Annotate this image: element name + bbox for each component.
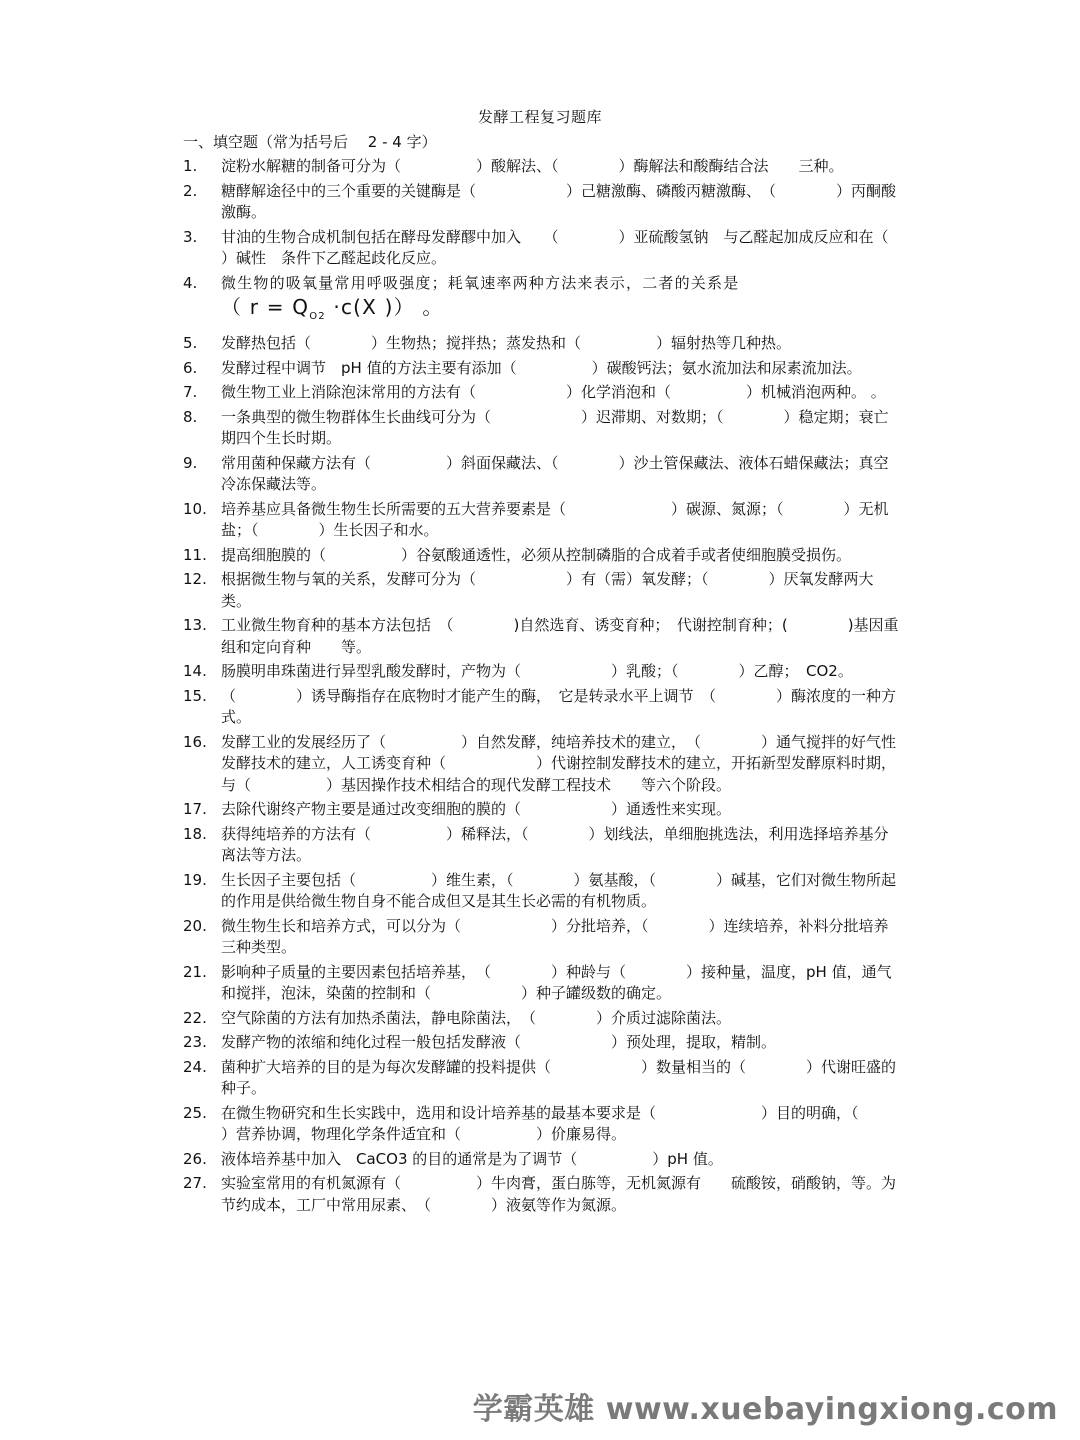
question-text: 淀粉水解糖的制备可分为（ ）酸解法、（ ）酶解法和酸酶结合法 三种。 [221, 157, 844, 175]
question-item [183, 333, 903, 355]
question-text: 空气除菌的方法有加热杀菌法，静电除菌法， （ ）介质过滤除菌法。 [221, 1008, 732, 1027]
question-text-with-formula [221, 273, 903, 331]
question-item [183, 799, 903, 821]
question-item [183, 181, 903, 224]
question-item [183, 1008, 903, 1030]
question-text: 微生物的吸氧量常用呼吸强度；耗氧速率两种方法来表示，二者的关系是 [221, 273, 740, 292]
question-text: 微生物生长和培养方式，可以分为（ ）分批培养，（ ）连续培养，补料分批培养三种类型。 [221, 916, 889, 956]
question-item [183, 569, 903, 612]
question-item [183, 358, 903, 380]
question-number: 10. [183, 499, 207, 518]
question-text: 提高细胞膜的（ ）谷氨酸通透性，必须从控制磷脂的合成着手或者使细胞膜受损伤。 [221, 545, 852, 564]
question-item [183, 382, 903, 404]
question-text: 工业微生物育种的基本方法包括 （ )自然选育、诱变育种； 代谢控制育种；( )基因重组和定向育种 等。 [221, 616, 899, 656]
question-item [183, 1103, 919, 1146]
question-item [183, 870, 903, 913]
question-number: 17. [183, 800, 207, 818]
question-text: 糖酵解途径中的三个重要的关键酶是（ ）己糖激酶、磷酸丙糖激酶、 （ ）丙酮酸激酶。 [221, 181, 897, 221]
question-number: 23. [183, 1033, 207, 1051]
question-text: 根据微生物与氧的关系，发酵可分为（ ）有（需）氧发酵；（ ）厌氧发酵两大类。 [221, 570, 874, 610]
question-text: 生长因子主要包括（ ）维生素，（ ）氨基酸，（ ）碱基，它们对微生物所起的作用是供给微生物自身不能合成但又是其生长必需的有机物质。 [221, 870, 897, 910]
question-item [183, 916, 903, 959]
question-text: 肠膜明串珠菌进行异型乳酸发酵时，产物为（ ）乳酸；（ ）乙醇； CO2。 [221, 662, 853, 680]
question-text: 在微生物研究和生长实践中，选用和设计培养基的最基本要求是（ ）目的明确，（ ）营养协调，物理化学条件适宜和（ ）价廉易得。 [221, 1103, 919, 1143]
formula-subscript: O2 [309, 311, 326, 322]
question-item [183, 661, 903, 683]
question-text: （ ）诱导酶指存在底物时才能产生的酶， 它是转录水平上调节 （ ）酶浓度的一种方式。 [221, 686, 897, 726]
question-number: 20. [183, 916, 207, 935]
question-number: 14. [183, 662, 207, 680]
question-text: 发酵工业的发展经历了（ ）自然发酵，纯培养技术的建立， （ ）通气搅拌的好气性发酵技术的建立，人工诱变育种（ ）代谢控制发酵技术的建立，开拓新型发酵原料时期，与（ ）基因操作技术相结合的现代发酵工程技术 等六个阶段。 [221, 732, 897, 794]
question-text: 获得纯培养的方法有（ ）稀释法，（ ）划线法，单细胞挑选法，利用选择培养基分离法等方法。 [221, 824, 889, 864]
formula-tail: ·c(X )） 。 [325, 295, 444, 319]
question-text: 影响种子质量的主要因素包括培养基， （ ）种龄与（ ）接种量，温度，pH 值，通气和搅拌，泡沫，染菌的控制和（ ）种子罐级数的确定。 [221, 962, 892, 1002]
question-number: 16. [183, 732, 207, 751]
question-number: 11. [183, 545, 207, 564]
question-item [183, 824, 903, 867]
question-item [183, 1057, 903, 1100]
question-text: 液体培养基中加入 CaCO3 的目的通常是为了调节（ ）pH 值。 [221, 1149, 723, 1168]
question-text: 发酵产物的浓缩和纯化过程一般包括发酵液（ ）预处理，提取，精制。 [221, 1033, 777, 1051]
question-item [183, 227, 949, 270]
question-text: 常用菌种保藏方法有（ ）斜面保藏法、（ ）沙土管保藏法、液体石蜡保藏法；真空冷冻保藏法等。 [221, 453, 889, 493]
question-item [183, 156, 903, 178]
document-title: 发酵工程复习题库 [477, 108, 602, 126]
question-text: 一条典型的微生物群体生长曲线可分为（ ）迟滞期、对数期；（ ）稳定期；衰亡期四个生长时期。 [221, 407, 889, 447]
question-number: 24. [183, 1057, 207, 1076]
question-number: 15. [183, 686, 207, 705]
question-number: 7. [183, 383, 198, 401]
question-number: 9. [183, 453, 198, 472]
question-text: 发酵热包括（ ）生物热；搅拌热；蒸发热和（ ）辐射热等几种热。 [221, 334, 792, 352]
question-item [183, 1173, 903, 1216]
question-text: 菌种扩大培养的目的是为每次发酵罐的投料提供（ ）数量相当的（ ）代谢旺盛的种子。 [221, 1057, 897, 1097]
question-item [183, 453, 903, 496]
site-watermark: 学霸英雄 www.xuebayingxiong.com [472, 1392, 1058, 1427]
question-text: 实验室常用的有机氮源有（ ）牛肉膏，蛋白胨等，无机氮源有 硫酸铵，硝酸钠，等。为节约成本，工厂中常用尿素、 （ ）液氨等作为氮源。 [221, 1174, 897, 1214]
question-number: 25. [183, 1103, 207, 1122]
formula [221, 295, 444, 322]
question-number: 12. [183, 570, 207, 588]
question-item [183, 545, 903, 567]
question-number: 2. [183, 181, 198, 200]
question-number: 3. [183, 227, 198, 246]
question-item [183, 686, 903, 729]
question-number: 5. [183, 334, 198, 352]
question-item [183, 962, 903, 1005]
question-text: 甘油的生物合成机制包括在酵母发酵醪中加入 （ ）亚硫酸氢钠 与乙醛起加成反应和在（ ）碱性 条件下乙醛起歧化反应。 [221, 227, 949, 267]
section-heading: 一、填空题（常为括号后 2 - 4 字） [183, 133, 437, 151]
question-item [183, 615, 903, 658]
question-number: 27. [183, 1174, 207, 1192]
question-number: 21. [183, 962, 207, 981]
formula-main: （ r = Q [221, 295, 310, 319]
question-item [183, 1032, 903, 1054]
question-number: 4. [183, 273, 198, 292]
question-number: 18. [183, 824, 207, 843]
question-item [183, 273, 903, 331]
question-text: 培养基应具备微生物生长所需要的五大营养要素是（ ）碳源、氮源；（ ）无机盐；（ ）生长因子和水。 [221, 499, 889, 539]
question-text: 去除代谢终产物主要是通过改变细胞的膜的（ ）通透性来实现。 [221, 800, 732, 818]
question-number: 19. [183, 870, 207, 889]
question-number: 1. [183, 157, 198, 175]
question-number: 8. [183, 407, 198, 426]
question-text: 发酵过程中调节 pH 值的方法主要有添加（ ）碳酸钙法；氨水流加法和尿素流加法。 [221, 358, 862, 377]
question-list [183, 156, 949, 1219]
question-number: 13. [183, 616, 207, 634]
question-item [183, 732, 903, 797]
question-text: 微生物工业上消除泡沫常用的方法有（ ）化学消泡和（ ）机械消泡两种。 。 [221, 383, 886, 401]
question-item [183, 407, 903, 450]
question-item [183, 1149, 903, 1171]
question-number: 22. [183, 1008, 207, 1027]
question-number: 26. [183, 1149, 207, 1168]
question-number: 6. [183, 358, 198, 377]
question-item [183, 499, 903, 542]
